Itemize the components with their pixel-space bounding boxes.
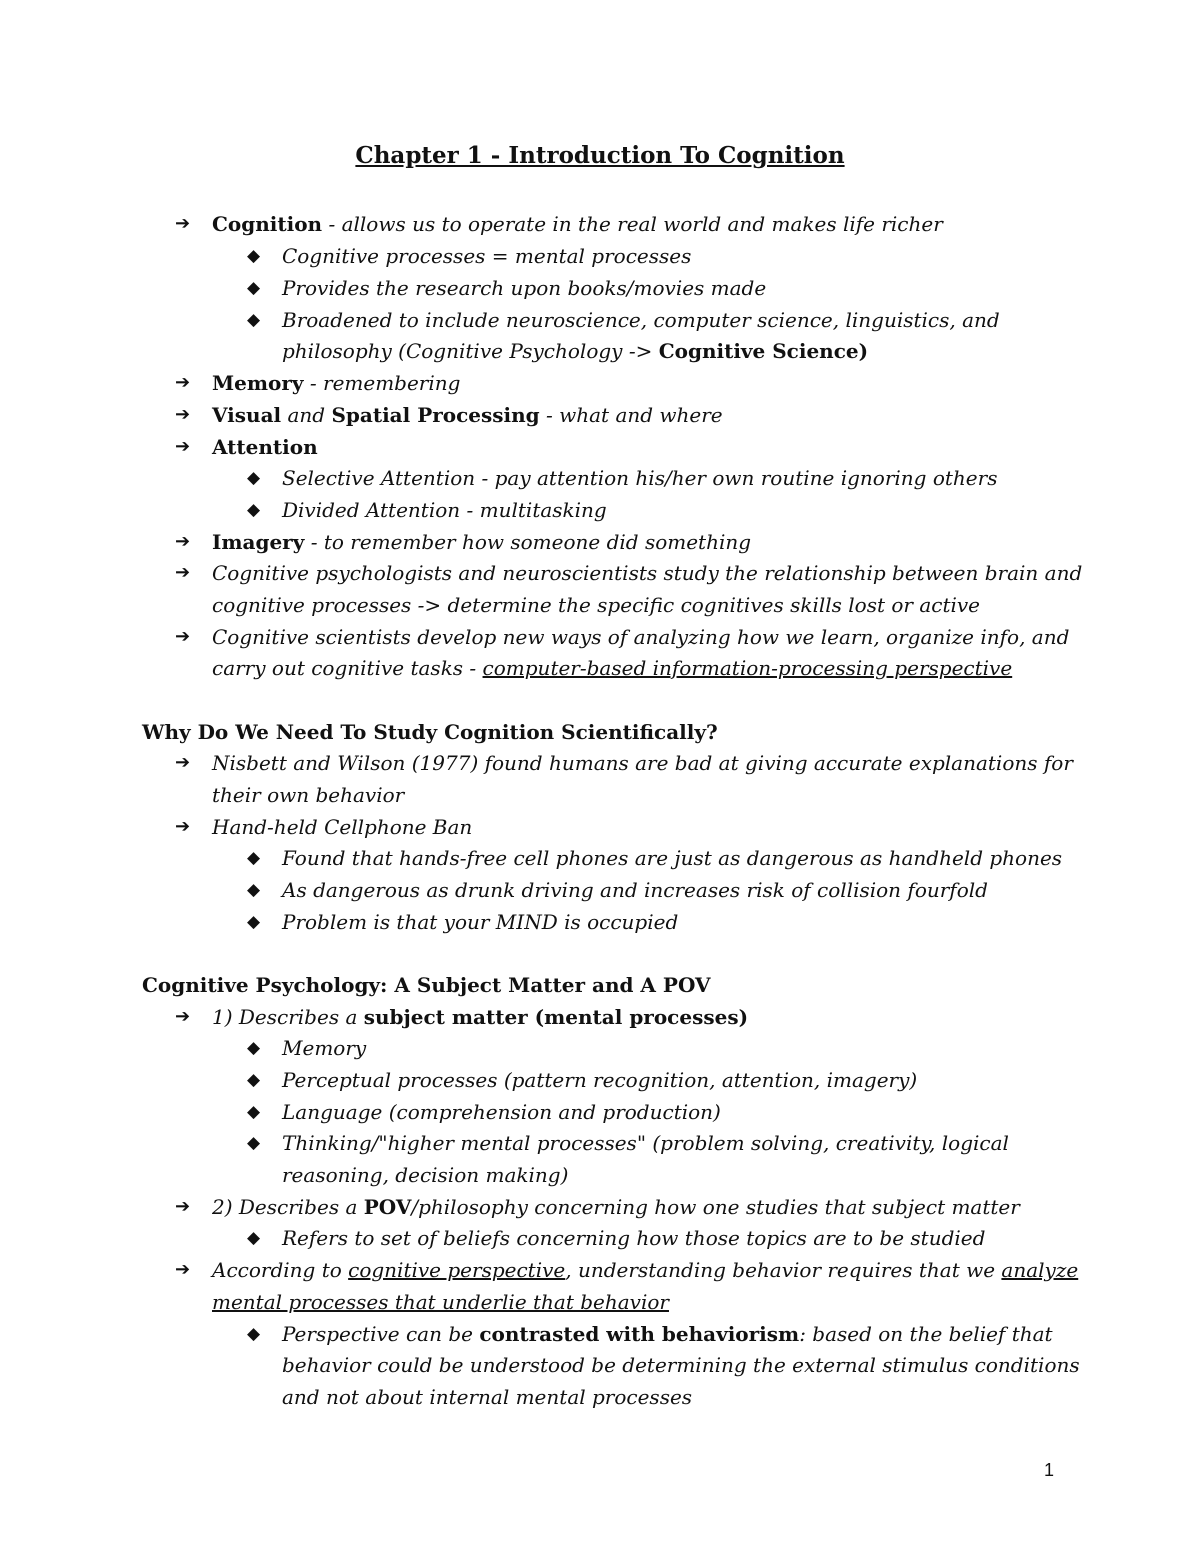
diamond-bullet-icon: ◆ (247, 278, 261, 298)
underlined-phrase: analyze (1001, 1258, 1079, 1282)
diamond-bullet-icon: ◆ (247, 246, 261, 266)
text-run: - remembering (303, 371, 461, 395)
list-item (212, 1195, 1020, 1219)
list-item: Broadened to include neuroscience, computer science, linguistics, and (282, 308, 1000, 332)
imagery-term: Imagery (212, 530, 305, 554)
arrow-bullet-icon: ➔ (175, 752, 191, 773)
arrow-bullet-icon: ➔ (175, 1259, 191, 1280)
list-item: As dangerous as drunk driving and increases risk of collision fourfold (282, 878, 988, 902)
behaviorism-term: contrasted with behaviorism (479, 1322, 800, 1346)
list-item: Refers to set of beliefs concerning how those topics are to be studied (282, 1226, 986, 1250)
arrow-bullet-icon: ➔ (175, 562, 191, 583)
list-item-continuation: cognitive processes -> determine the specific cognitives skills lost or active (212, 593, 981, 617)
list-item: Found that hands-free cell phones are just as dangerous as handheld phones (282, 846, 1063, 870)
list-item: Language (comprehension and production) (282, 1100, 721, 1124)
text-run: and (281, 403, 332, 427)
list-item-continuation: mental processes that underlie that behavior (212, 1290, 669, 1314)
list-item: Hand-held Cellphone Ban (212, 815, 473, 839)
list-item: Cognitive psychologists and neuroscientists study the relationship between brain and (212, 561, 1083, 585)
arrow-bullet-icon: ➔ (175, 1196, 191, 1217)
pov-term: POV (363, 1195, 412, 1219)
diamond-bullet-icon: ◆ (247, 848, 261, 868)
list-item: Thinking/"higher mental processes" (problem solving, creativity, logical (282, 1131, 1009, 1155)
text-run: According to (212, 1258, 349, 1282)
list-item-continuation: their own behavior (212, 783, 405, 807)
text-run: Perspective can be (282, 1322, 480, 1346)
arrow-bullet-icon: ➔ (175, 816, 191, 837)
diamond-bullet-icon: ◆ (247, 1038, 261, 1058)
list-item: Divided Attention - multitasking (282, 498, 607, 522)
list-item: Provides the research upon books/movies made (282, 276, 767, 300)
text-run: philosophy (Cognitive Psychology -> (282, 339, 659, 363)
arrow-bullet-icon: ➔ (175, 213, 191, 234)
list-item: Selective Attention - pay attention his/her own routine ignoring others (282, 466, 998, 490)
text-run: , understanding behavior requires that we (565, 1258, 1002, 1282)
underlined-phrase: computer-based information-processing perspective (482, 656, 1013, 680)
cognition-item (212, 212, 943, 236)
arrow-bullet-icon: ➔ (175, 626, 191, 647)
text-run: 2) Describes a (212, 1195, 364, 1219)
memory-item (212, 371, 460, 395)
diamond-bullet-icon: ◆ (247, 880, 261, 900)
text-run: ) (858, 339, 869, 363)
text-run: 1) Describes a (212, 1005, 364, 1029)
list-item: Problem is that your MIND is occupied (282, 910, 679, 934)
list-item: Nisbett and Wilson (1977) found humans are bad at giving accurate explanations for (212, 751, 1073, 775)
arrow-bullet-icon: ➔ (175, 436, 191, 457)
list-item-continuation (282, 339, 868, 363)
diamond-bullet-icon: ◆ (247, 310, 261, 330)
visual-term: Visual (212, 403, 282, 427)
text-run: - to remember how someone did something (304, 530, 752, 554)
text-run: carry out cognitive tasks - (212, 656, 483, 680)
page-title: Chapter 1 - Introduction To Cognition (355, 142, 845, 169)
list-item (282, 1322, 1053, 1346)
subject-matter-term: subject matter (mental processes) (363, 1005, 749, 1029)
diamond-bullet-icon: ◆ (247, 1324, 261, 1344)
cognitive-science-term: Cognitive Science (658, 339, 859, 363)
diamond-bullet-icon: ◆ (247, 1133, 261, 1153)
list-item-continuation: behavior could be understood be determining the external stimulus conditions (282, 1353, 1080, 1377)
list-item-continuation: and not about internal mental processes (282, 1385, 693, 1409)
cognition-definition: - allows us to operate in the real world and makes life richer (322, 212, 943, 236)
spatial-processing-term: Spatial Processing (331, 403, 540, 427)
arrow-bullet-icon: ➔ (175, 1006, 191, 1027)
section-heading: Cognitive Psychology: A Subject Matter and A POV (142, 973, 711, 997)
text-run: /philosophy concerning how one studies that subject matter (411, 1195, 1020, 1219)
list-item-continuation (212, 656, 1012, 680)
arrow-bullet-icon: ➔ (175, 531, 191, 552)
diamond-bullet-icon: ◆ (247, 468, 261, 488)
diamond-bullet-icon: ◆ (247, 1228, 261, 1248)
visual-item (212, 403, 723, 427)
list-item: Cognitive scientists develop new ways of analyzing how we learn, organize info, and (212, 625, 1070, 649)
diamond-bullet-icon: ◆ (247, 500, 261, 520)
arrow-bullet-icon: ➔ (175, 372, 191, 393)
diamond-bullet-icon: ◆ (247, 1070, 261, 1090)
list-item: Cognitive processes = mental processes (282, 244, 692, 268)
diamond-bullet-icon: ◆ (247, 912, 261, 932)
list-item: Perceptual processes (pattern recognition, attention, imagery) (282, 1068, 918, 1092)
list-item: Memory (282, 1036, 367, 1060)
cognition-term: Cognition (212, 212, 323, 236)
text-run: - what and where (539, 403, 723, 427)
arrow-bullet-icon: ➔ (175, 404, 191, 425)
underlined-phrase: cognitive perspective (348, 1258, 566, 1282)
attention-item: Attention (212, 435, 318, 459)
section-heading: Why Do We Need To Study Cognition Scientifically? (142, 720, 718, 744)
list-item (212, 1005, 748, 1029)
page-number: 1 (1044, 1460, 1055, 1480)
imagery-item (212, 530, 751, 554)
list-item (212, 1258, 1078, 1282)
diamond-bullet-icon: ◆ (247, 1102, 261, 1122)
memory-term: Memory (212, 371, 304, 395)
list-item-continuation: reasoning, decision making) (282, 1163, 569, 1187)
text-run: : based on the belief that (799, 1322, 1053, 1346)
